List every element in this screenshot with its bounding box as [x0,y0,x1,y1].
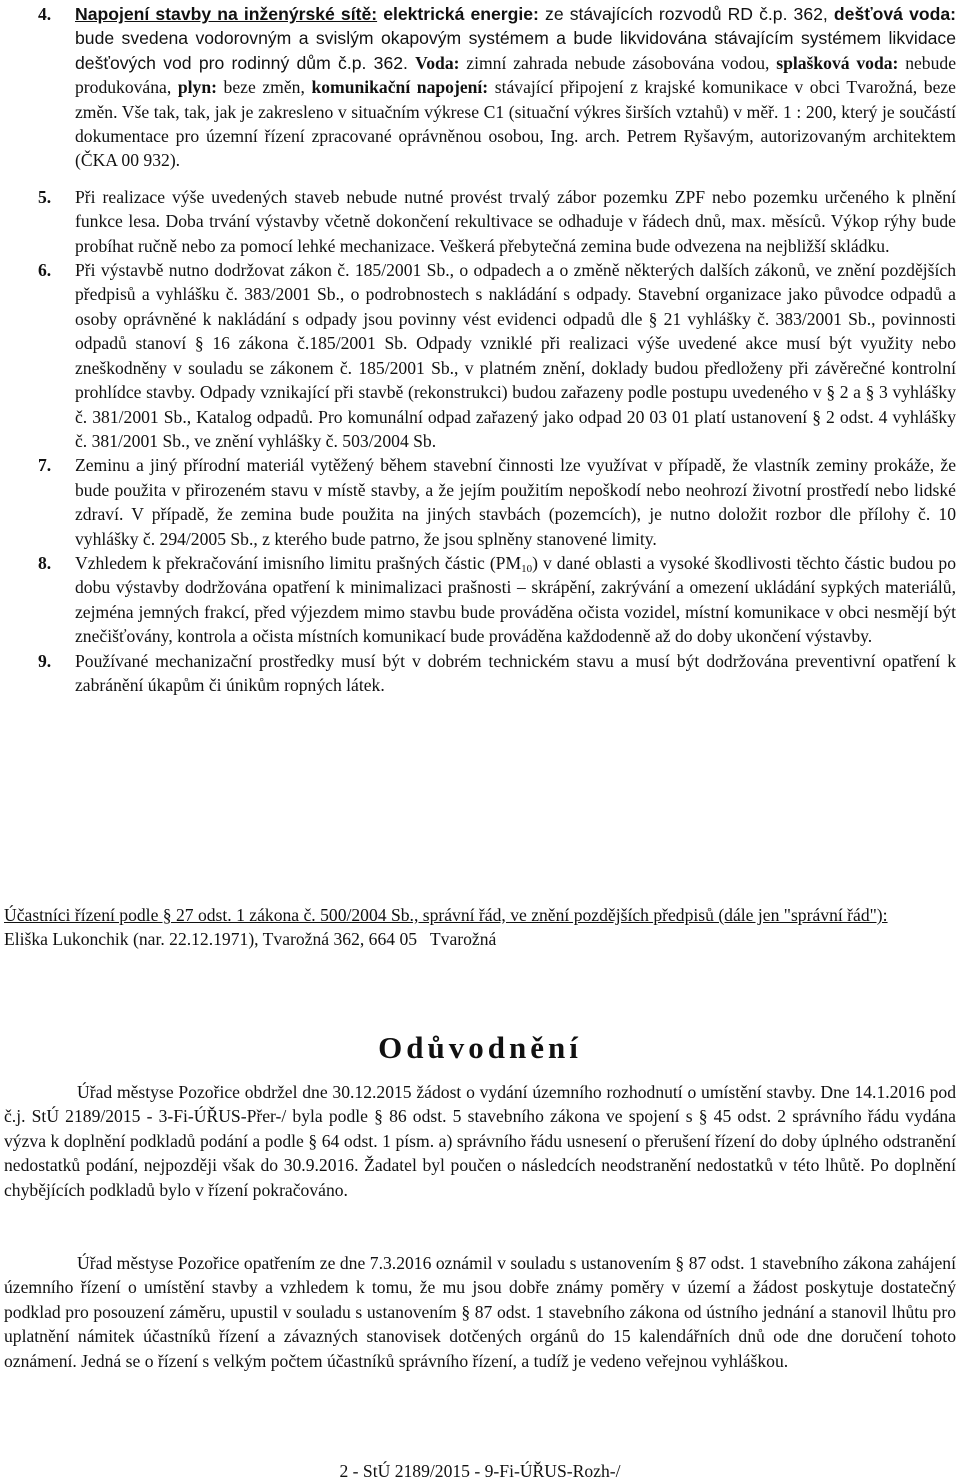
condition-number: 7. [38,455,52,476]
participants-section [4,903,956,952]
text-run: elektrická energie: [377,4,539,24]
text-run: zimní zahrada nebude zásobována vodou, [459,52,777,73]
text-run: beze změn, [216,77,312,98]
text-run: dešťová voda: [833,4,956,24]
condition-text [75,260,956,451]
text-run: Vzhledem k překračování imisního limitu prašných částic (PM [75,552,522,573]
condition-item [0,185,960,258]
text-run: stávající připojení z krajské komunikace v obci Tvarožná, beze změn. Vše tak, tak, jak je zakresleno v situačním výkrese C1 (situační výkres širších vztahů) v měř. 1 : 200, který je součástí dokumentace pro územní řízení zpracované oprávněnou osobou, Ing. arch. Petrem Ryšavým, autorizovaným architektem (ČKA 00 932). [75,77,956,171]
condition-number: 9. [38,650,52,671]
text-run: Voda: [415,52,460,73]
condition-item [0,551,960,649]
condition-text [75,187,956,256]
reasoning-paragraph: Úřad městyse Pozořice obdržel dne 30.12.2015 žádost o vydání územního rozhodnutí o umístění stavby. Dne 14.1.2016 pod č.j. StÚ 2189/2015 - 3-Fi-ÚŘUS-Přer-/ byla podle § 86 odst. 5 stavebního zákona ve spojení s § 45 odst. 2 správního řádu vydána výzva k doplnění podkladů podání a podle § 64 odst. 1 písm. a) správního řádu usnesení o přerušení řízení do doby úplného odstranění nedostatků podání, nejpozději však do 30.9.2016. Žadatel byl poučen o následcích neodstranění nedostatků v této lhůtě. Po doplnění chybějících podkladů bylo v řízení pokračováno. [4,1082,956,1200]
text-run: plyn: [177,77,217,98]
text-run: komunikační napojení: [311,77,489,98]
text-run: Zeminu a jiný přírodní materiál vytěžený během stavební činnosti lze využívat v případě, že vlastník zeminy prokáže, že bude použita v přirozeném stavu v místě stavby, a že jejím použitím nepoškodí nebo neohrozí životní prostředí nebo lidské zdraví. V případě, že zemina bude použita na jiných stavbách (pozemcích), je nutno doložit rozbor dle přílohy č. 10 vyhlášky č. 294/2005 Sb., z kterého bude patrno, že jsou splněny stanovené limity. [75,455,956,549]
condition-number: 5. [38,186,52,207]
reasoning-title: Odůvodnění [378,1030,582,1065]
condition-text [75,455,956,548]
text-run: 10 [521,562,533,575]
text-run: ) v dané oblasti a vysoké škodlivosti těchto částic budou po dobu výstavby dodržována opatření k minimalizaci prašnosti – skrápění, zakrývání a omezení ukládání sypkých materiálů, zejména jemných frakcí, před výjezdem mimo stavbu bude prováděna očista vozidel, místní komunikace v obci nesmějí být znečišťovány, kontrola a očista místních komunikací bude prováděna každodenně až do doby ukončení výstavby. [75,552,957,647]
participants-heading: Účastníci řízení podle § 27 odst. 1 zákona č. 500/2004 Sb., správní řád, ve znění pozdějších předpisů (dále jen "správní řád"): [4,905,888,925]
condition-item [0,2,960,173]
condition-item [0,649,960,698]
condition-number: 4. [38,4,52,24]
text-run: Při výstavbě nutno dodržovat zákon č. 185/2001 Sb., o odpadech a o změně některých dalších zákonů, ve znění pozdějších předpisů a vyhlášku č. 383/2001 Sb., o podrobnostech s nakládání s odpady. Stavební organizace jako původce odpadů a osoby oprávněné k nakládání s odpady jsou povinny vést evidenci odpadů dle § 21 vyhlášky č. 383/2001 Sb., povinnosti odpadů stanoví § 16 zákona č.185/2001 Sb. Odpady vzniklé při realizaci výše uvedené akce musí být využity nebo zneškodněny v souladu se zákonem č. 185/2001 Sb., v platném znění, doklady budou předloženy při závěrečné kontrolní prohlídce stavby. Odpady vznikající při stavbě (rekonstrukci) budou zařazeny podle postupu uvedeného v § 2 a § 3 vyhlášky č. 381/2001 Sb., Katalog odpadů. Pro komunální odpad zařazený jako odpad 20 03 01 platí ustanovení § 2 odst. 4 vyhlášky č. 381/2001 Sb., ve znění vyhlášky č. 503/2004 Sb. [75,260,956,451]
text-run: bude svedena vodorovným a svislým okapovým systémem a bude likvidována stávajícím systémem likvidace dešťových vod pro rodinný dům č.p. 362. [75,28,956,73]
condition-text [75,651,956,695]
text-run: Při realizace výše uvedených staveb nebude nutné provést trvalý zábor pozemku ZPF nebo pozemku určeného k plnění funkce lesa. Doba trvání výstavby včetně dokončení rekultivace se odhaduje v řádech dnů, max. měsíců. Výkop rýhy bude probíhat ručně nebo za pomocí lehké mechanizace. Veškerá přebytečná zemina bude odvezena na nejbližší skládku. [75,186,956,256]
condition-item [0,258,960,453]
text-run: Napojení stavby na inženýrské sítě: [75,4,378,24]
text-run: splašková voda: [776,52,899,73]
participant-entry: Eliška Lukonchik (nar. 22.12.1971), Tvarožná 362, 664 05 Tvarožná [4,929,497,950]
condition-number: 6. [38,260,52,281]
text-run: nebude produkována, [75,52,956,98]
condition-text [75,553,956,646]
condition-item [0,453,960,551]
conditions-list [0,2,960,697]
page-footer: 2 - StÚ 2189/2015 - 9-Fi-ÚŘUS-Rozh-/ [339,1461,621,1481]
condition-text [75,4,956,170]
text-run: ze stávajících rozvodů RD č.p. 362, [538,4,834,24]
text-run: Používané mechanizační prostředky musí být v dobrém technickém stavu a musí být dodržována preventivní opatření k zabránění úkapům či únikům ropných látek. [75,650,956,695]
condition-number: 8. [38,552,52,573]
reasoning-paragraph: Úřad městyse Pozořice opatřením ze dne 7.3.2016 oznámil v souladu s ustanovením § 87 odst. 1 stavebního zákona zahájení územního řízení o umístění stavby a vzhledem k tomu, že mu jsou dobře známy poměry v území a žádost poskytuje dostatečný podklad pro posouzení záměru, upustil v souladu s ustanovením § 87 odst. 1 stavebního zákona od ústního jednání a stanovil lhůtu pro uplatnění námitek účastníků řízení a závazných stanovisek dotčených orgánů do 15 kalendářních dnů ode dne doručení tohoto oznámení. Jedná se o řízení s velkým počtem účastníků správního řízení, a tudíž je vedeno veřejnou vyhláškou. [4,1253,956,1371]
